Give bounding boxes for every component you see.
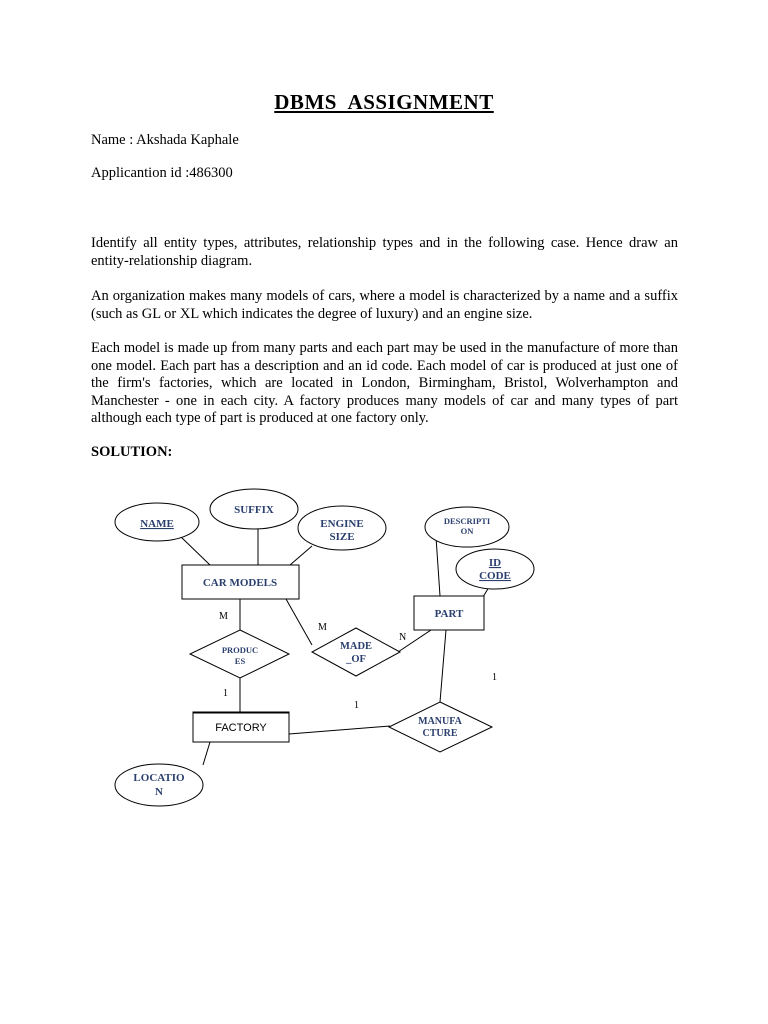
relationship-made-of-label-2: _OF (346, 654, 366, 665)
attribute-name (115, 503, 199, 541)
name-line: Name : Akshada Kaphale (91, 132, 239, 148)
entity-part (414, 596, 484, 630)
cardinality-1-part: 1 (492, 672, 497, 683)
attribute-id-code-label-2: CODE (479, 570, 511, 582)
entity-factory-label: FACTORY (215, 722, 267, 734)
entity-car-models-label: CAR MODELS (202, 577, 278, 589)
relationship-produces (190, 630, 289, 678)
page-title: DBMS ASSIGNMENT (274, 90, 494, 114)
entity-factory (193, 712, 289, 742)
relationship-manufacture (389, 702, 492, 752)
relationship-manufacture-label-1: MANUFA (418, 716, 462, 727)
attribute-suffix (210, 489, 298, 529)
cardinality-m-produces: M (219, 611, 228, 622)
attribute-id-code-label-1: ID (488, 557, 502, 569)
relationship-made-of (312, 628, 400, 676)
cardinality-m-made-of: M (318, 622, 327, 633)
attribute-engine-size-label-2: SIZE (329, 531, 355, 543)
attribute-location-label-2: N (155, 786, 163, 798)
case-paragraph-2: Each model is made up from many parts and each part may be used in the manufacture of more than one model. Each part has a description and an id code. Each model of car is produced at just one of the firm's factories, which are located in London, Birmingham, Bristol, Wolverhampton and Manchester - one in each city. A factory produces many models of car and many types of part although each type of part is produced at one factory only. (91, 340, 678, 426)
cardinality-n-made-of: N (399, 632, 407, 643)
attribute-location (115, 764, 203, 806)
relationship-produces-label-1: PRODUC (221, 645, 259, 655)
cardinality-1-manufacture: 1 (354, 700, 359, 711)
entity-car-models (182, 565, 299, 599)
attribute-description-label-2: ON (460, 526, 474, 536)
attribute-engine-size-label-1: ENGINE (320, 518, 364, 530)
attribute-description-label-1: DESCRIPTI (443, 516, 491, 526)
question-paragraph: Identify all entity types, attributes, relationship types and in the following case. Hence draw an entity-relationship diagram. (91, 235, 678, 269)
relationship-manufacture-label-2: CTURE (422, 728, 458, 739)
attribute-name-label: NAME (140, 518, 174, 530)
solution-heading: SOLUTION: (91, 444, 173, 460)
entity-part-label: PART (434, 608, 464, 620)
attribute-suffix-label: SUFFIX (234, 504, 274, 516)
er-diagram (0, 470, 768, 830)
cardinality-1-produces: 1 (223, 688, 228, 699)
relationship-made-of-label-1: MADE (339, 641, 373, 652)
attribute-location-label-1: LOCATIO (133, 772, 185, 784)
case-paragraph-1: An organization makes many models of cars, where a model is characterized by a name and a suffix (such as GL or XL which indicates the degree of luxury) and an engine size. (91, 288, 678, 322)
attribute-engine-size (298, 506, 386, 550)
attribute-id-code (456, 549, 534, 589)
attribute-description (425, 507, 509, 547)
application-id-line: Applicantion id :486300 (91, 165, 233, 181)
relationship-produces-label-2: ES (234, 656, 246, 666)
